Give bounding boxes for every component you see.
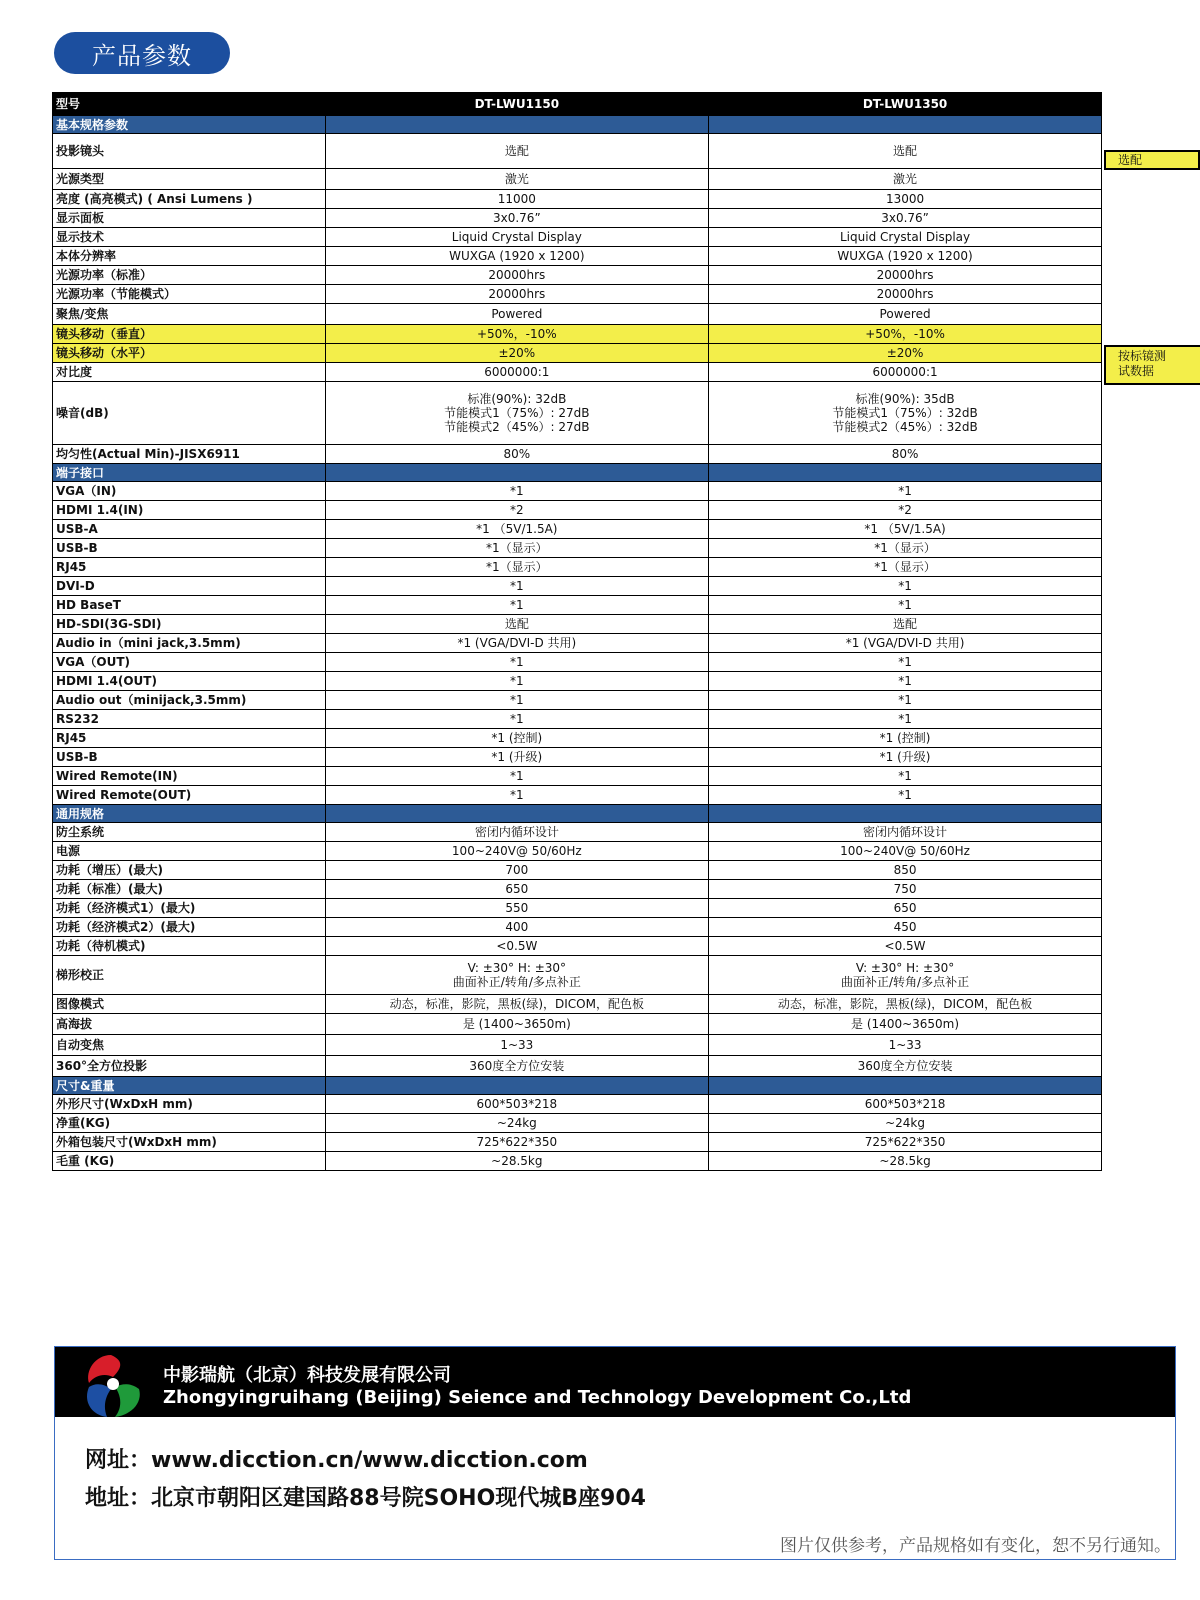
value-dt-lwu1150: 20000hrs	[325, 266, 709, 285]
value-dt-lwu1350: ±20%	[709, 344, 1102, 363]
table-row	[53, 710, 1102, 729]
table-row	[53, 653, 1102, 672]
table-row	[53, 899, 1102, 918]
company-name-en: Zhongyingruihang (Beijing) Seience and Technology Development Co.,Ltd	[163, 1387, 912, 1408]
value-dt-lwu1150: *1（显示）	[325, 558, 709, 577]
section-header	[53, 1077, 1102, 1095]
value-dt-lwu1150: 700	[325, 861, 709, 880]
value-dt-lwu1150: 选配	[325, 134, 709, 169]
value-dt-lwu1150: 100~240V@ 50/60Hz	[325, 842, 709, 861]
table-row	[53, 1035, 1102, 1056]
value-dt-lwu1350: 是 (1400~3650m)	[709, 1014, 1102, 1035]
table-row	[53, 344, 1102, 363]
section-title: 端子接口	[53, 464, 326, 482]
section-fill	[709, 805, 1102, 823]
value-dt-lwu1150: 是 (1400~3650m)	[325, 1014, 709, 1035]
table-row	[53, 937, 1102, 956]
row-label: RS232	[53, 710, 326, 729]
section-header	[53, 805, 1102, 823]
value-dt-lwu1350: 密闭内循环设计	[709, 823, 1102, 842]
value-dt-lwu1150: +50%，-10%	[325, 325, 709, 344]
value-dt-lwu1350: <0.5W	[709, 937, 1102, 956]
value-dt-lwu1350: *1 (控制)	[709, 729, 1102, 748]
value-dt-lwu1150: 650	[325, 880, 709, 899]
table-row	[53, 596, 1102, 615]
value-dt-lwu1350: Powered	[709, 304, 1102, 325]
value-dt-lwu1350: 6000000:1	[709, 363, 1102, 382]
table-row	[53, 672, 1102, 691]
table-row	[53, 634, 1102, 653]
value-dt-lwu1350: *2	[709, 501, 1102, 520]
table-row	[53, 363, 1102, 382]
table-row	[53, 247, 1102, 266]
value-dt-lwu1350: *1	[709, 653, 1102, 672]
row-label: 外箱包装尺寸(WxDxH mm)	[53, 1133, 326, 1152]
value-dt-lwu1150: *1 (VGA/DVI-D 共用)	[325, 634, 709, 653]
row-label: 本体分辨率	[53, 247, 326, 266]
value-dt-lwu1350: 725*622*350	[709, 1133, 1102, 1152]
table-row	[53, 691, 1102, 710]
spec-table	[52, 92, 1102, 1171]
value-dt-lwu1150: 1~33	[325, 1035, 709, 1056]
value-dt-lwu1350: 动态，标准，影院，黑板(绿)，DICOM，配色板	[709, 995, 1102, 1014]
value-dt-lwu1150: *1	[325, 596, 709, 615]
value-dt-lwu1350: *1	[709, 482, 1102, 501]
table-row	[53, 520, 1102, 539]
table-row	[53, 861, 1102, 880]
value-dt-lwu1150: *1	[325, 672, 709, 691]
value-dt-lwu1350: *1	[709, 767, 1102, 786]
section-header	[53, 116, 1102, 134]
value-dt-lwu1350: +50%，-10%	[709, 325, 1102, 344]
value-line: 标准(90%): 32dB	[467, 392, 567, 406]
table-row	[53, 445, 1102, 464]
row-label: Wired Remote(IN)	[53, 767, 326, 786]
value-dt-lwu1350: *1 （5V/1.5A)	[709, 520, 1102, 539]
note-line: 试数据	[1118, 364, 1155, 378]
value-dt-lwu1350: 850	[709, 861, 1102, 880]
address: 地址：北京市朝阳区建国路88号院SOHO现代城B座904	[85, 1486, 646, 1511]
value-dt-lwu1350: 激光	[709, 169, 1102, 190]
value-dt-lwu1350: *1 (升级)	[709, 748, 1102, 767]
value-dt-lwu1150: ~24kg	[325, 1114, 709, 1133]
row-label: 聚焦/变焦	[53, 304, 326, 325]
row-label: Audio out（minijack,3.5mm)	[53, 691, 326, 710]
row-label: RJ45	[53, 558, 326, 577]
row-label: HDMI 1.4(OUT)	[53, 672, 326, 691]
table-row	[53, 266, 1102, 285]
value-dt-lwu1150: WUXGA (1920 x 1200)	[325, 247, 709, 266]
section-title: 通用规格	[53, 805, 326, 823]
value-dt-lwu1350: Liquid Crystal Display	[709, 228, 1102, 247]
row-label: RJ45	[53, 729, 326, 748]
value-line: V: ±30° H: ±30°	[467, 961, 567, 975]
value-dt-lwu1350: DT-LWU1350	[709, 93, 1102, 116]
value-dt-lwu1150: *2	[325, 501, 709, 520]
table-row	[53, 1014, 1102, 1035]
row-label: HD BaseT	[53, 596, 326, 615]
table-row	[53, 577, 1102, 596]
website: 网址：www.dicction.cn/www.dicction.com	[85, 1448, 588, 1473]
row-label: Wired Remote(OUT)	[53, 786, 326, 805]
table-row	[53, 615, 1102, 634]
value-dt-lwu1150: 550	[325, 899, 709, 918]
row-label: 镜头移动（水平）	[53, 344, 326, 363]
value-line: 标准(90%): 35dB	[855, 392, 955, 406]
row-label: 光源功率（节能模式）	[53, 285, 326, 304]
table-row	[53, 956, 1102, 995]
value-dt-lwu1150: 80%	[325, 445, 709, 464]
value-dt-lwu1350: *1	[709, 710, 1102, 729]
row-label: 均匀性(Actual Min)-JISX6911	[53, 445, 326, 464]
value-line: 节能模式1（75%）: 32dB	[832, 406, 978, 420]
row-label: Audio in（mini jack,3.5mm)	[53, 634, 326, 653]
row-label: 功耗（增压）(最大)	[53, 861, 326, 880]
table-row	[53, 190, 1102, 209]
row-label: USB-A	[53, 520, 326, 539]
row-label: 投影镜头	[53, 134, 326, 169]
table-row	[53, 823, 1102, 842]
table-row	[53, 93, 1102, 116]
value-dt-lwu1150: 400	[325, 918, 709, 937]
value-dt-lwu1150: <0.5W	[325, 937, 709, 956]
row-label: 光源功率（标准）	[53, 266, 326, 285]
table-row	[53, 501, 1102, 520]
note-line: 按标镜测	[1118, 349, 1167, 363]
table-row	[53, 558, 1102, 577]
value-dt-lwu1150: 725*622*350	[325, 1133, 709, 1152]
value-dt-lwu1150: 3x0.76”	[325, 209, 709, 228]
value-dt-lwu1350: ~24kg	[709, 1114, 1102, 1133]
value-dt-lwu1350: 600*503*218	[709, 1095, 1102, 1114]
table-row	[53, 1056, 1102, 1077]
company-footer	[54, 1346, 1176, 1560]
row-label: 亮度 (高亮模式) ( Ansi Lumens )	[53, 190, 326, 209]
table-row	[53, 169, 1102, 190]
value-line: V: ±30° H: ±30°	[855, 961, 955, 975]
row-label: HDMI 1.4(IN)	[53, 501, 326, 520]
value-dt-lwu1150: ±20%	[325, 344, 709, 363]
value-dt-lwu1350: 100~240V@ 50/60Hz	[709, 842, 1102, 861]
row-label: 对比度	[53, 363, 326, 382]
row-label: 噪音(dB)	[53, 382, 326, 445]
section-fill	[709, 464, 1102, 482]
row-label: 镜头移动（垂直）	[53, 325, 326, 344]
value-dt-lwu1350: *1（显示）	[709, 558, 1102, 577]
section-header	[53, 464, 1102, 482]
section-fill	[325, 464, 709, 482]
value-dt-lwu1350: 20000hrs	[709, 266, 1102, 285]
disclaimer: 图片仅供参考，产品规格如有变化，恕不另行通知。	[780, 1536, 1171, 1556]
value-dt-lwu1350: *1 (VGA/DVI-D 共用)	[709, 634, 1102, 653]
table-row	[53, 1152, 1102, 1171]
value-dt-lwu1350: 650	[709, 899, 1102, 918]
row-label: 功耗（标准）(最大)	[53, 880, 326, 899]
row-label: 防尘系统	[53, 823, 326, 842]
value-dt-lwu1350: 选配	[709, 134, 1102, 169]
row-label: 功耗（经济模式2）(最大)	[53, 918, 326, 937]
value-dt-lwu1350: 选配	[709, 615, 1102, 634]
value-dt-lwu1150: 选配	[325, 615, 709, 634]
value-dt-lwu1150: 6000000:1	[325, 363, 709, 382]
value-dt-lwu1350: 360度全方位安装	[709, 1056, 1102, 1077]
value-dt-lwu1350: *1	[709, 596, 1102, 615]
row-label: 功耗（待机模式)	[53, 937, 326, 956]
value-dt-lwu1150: *1	[325, 710, 709, 729]
note-standard-lens	[1104, 345, 1200, 385]
value-dt-lwu1350	[709, 382, 1102, 445]
value-dt-lwu1150: Powered	[325, 304, 709, 325]
table-row	[53, 482, 1102, 501]
value-dt-lwu1150	[325, 382, 709, 445]
table-row	[53, 729, 1102, 748]
section-title: 尺寸&重量	[53, 1077, 326, 1095]
value-dt-lwu1350: 750	[709, 880, 1102, 899]
section-title: 基本规格参数	[53, 116, 326, 134]
table-row	[53, 134, 1102, 169]
value-dt-lwu1150: *1 (控制)	[325, 729, 709, 748]
company-name-cn: 中影瑞航（北京）科技发展有限公司	[163, 1365, 451, 1386]
value-dt-lwu1150: *1	[325, 577, 709, 596]
table-row	[53, 786, 1102, 805]
value-dt-lwu1150: *1 (升级)	[325, 748, 709, 767]
table-row	[53, 995, 1102, 1014]
page-title: 产品参数	[54, 32, 230, 74]
value-line: 节能模式2（45%）: 32dB	[832, 420, 978, 434]
value-dt-lwu1150: *1 （5V/1.5A)	[325, 520, 709, 539]
row-label: VGA（IN)	[53, 482, 326, 501]
section-fill	[325, 116, 709, 134]
table-row	[53, 382, 1102, 445]
value-dt-lwu1150: *1	[325, 786, 709, 805]
value-dt-lwu1350: 13000	[709, 190, 1102, 209]
value-dt-lwu1150: Liquid Crystal Display	[325, 228, 709, 247]
value-dt-lwu1150: *1	[325, 482, 709, 501]
row-label: 毛重 (KG)	[53, 1152, 326, 1171]
row-label: 电源	[53, 842, 326, 861]
row-label: 图像模式	[53, 995, 326, 1014]
row-label: HD-SDI(3G-SDI)	[53, 615, 326, 634]
company-logo-icon	[77, 1353, 145, 1419]
note-optional: 选配	[1104, 150, 1200, 170]
table-row	[53, 304, 1102, 325]
value-dt-lwu1150: ~28.5kg	[325, 1152, 709, 1171]
row-label: DVI-D	[53, 577, 326, 596]
section-fill	[709, 116, 1102, 134]
value-dt-lwu1350: 1~33	[709, 1035, 1102, 1056]
value-dt-lwu1150: 动态，标准，影院，黑板(绿)，DICOM，配色板	[325, 995, 709, 1014]
row-label: 360°全方位投影	[53, 1056, 326, 1077]
table-row	[53, 228, 1102, 247]
value-dt-lwu1350: *1	[709, 672, 1102, 691]
value-dt-lwu1150: *1	[325, 691, 709, 710]
value-dt-lwu1350: *1（显示）	[709, 539, 1102, 558]
table-row	[53, 1133, 1102, 1152]
value-dt-lwu1150: 600*503*218	[325, 1095, 709, 1114]
table-row	[53, 767, 1102, 786]
table-row	[53, 285, 1102, 304]
value-dt-lwu1350: WUXGA (1920 x 1200)	[709, 247, 1102, 266]
value-line: 曲面补正/转角/多点补正	[452, 975, 581, 989]
row-label: VGA（OUT)	[53, 653, 326, 672]
row-label: 光源类型	[53, 169, 326, 190]
row-label: 功耗（经济模式1）(最大)	[53, 899, 326, 918]
row-label: 显示技术	[53, 228, 326, 247]
footer-banner	[55, 1347, 1175, 1417]
row-label: 显示面板	[53, 209, 326, 228]
table-row	[53, 842, 1102, 861]
value-dt-lwu1350: *1	[709, 577, 1102, 596]
value-line: 节能模式1（75%）: 27dB	[444, 406, 590, 420]
section-fill	[325, 1077, 709, 1095]
value-dt-lwu1350: 3x0.76”	[709, 209, 1102, 228]
table-row	[53, 748, 1102, 767]
value-dt-lwu1150: DT-LWU1150	[325, 93, 709, 116]
value-dt-lwu1150	[325, 956, 709, 995]
table-row	[53, 1114, 1102, 1133]
row-label: 高海拔	[53, 1014, 326, 1035]
value-dt-lwu1150: *1（显示）	[325, 539, 709, 558]
row-label: 自动变焦	[53, 1035, 326, 1056]
value-dt-lwu1150: *1	[325, 767, 709, 786]
table-row	[53, 1095, 1102, 1114]
value-dt-lwu1350: 80%	[709, 445, 1102, 464]
value-dt-lwu1150: 20000hrs	[325, 285, 709, 304]
table-row	[53, 539, 1102, 558]
value-dt-lwu1150: 激光	[325, 169, 709, 190]
row-label: 外形尺寸(WxDxH mm)	[53, 1095, 326, 1114]
section-fill	[325, 805, 709, 823]
row-label: USB-B	[53, 748, 326, 767]
value-dt-lwu1150: 11000	[325, 190, 709, 209]
value-line: 节能模式2（45%）: 27dB	[444, 420, 590, 434]
value-dt-lwu1150: *1	[325, 653, 709, 672]
table-row	[53, 325, 1102, 344]
value-dt-lwu1350: *1	[709, 786, 1102, 805]
row-label: 净重(KG)	[53, 1114, 326, 1133]
value-dt-lwu1150: 360度全方位安装	[325, 1056, 709, 1077]
value-dt-lwu1350	[709, 956, 1102, 995]
table-row	[53, 918, 1102, 937]
value-dt-lwu1350: ~28.5kg	[709, 1152, 1102, 1171]
value-dt-lwu1350: *1	[709, 691, 1102, 710]
value-dt-lwu1350: 450	[709, 918, 1102, 937]
row-label: 梯形校正	[53, 956, 326, 995]
value-dt-lwu1350: 20000hrs	[709, 285, 1102, 304]
row-label: USB-B	[53, 539, 326, 558]
table-row	[53, 209, 1102, 228]
value-dt-lwu1150: 密闭内循环设计	[325, 823, 709, 842]
table-row	[53, 880, 1102, 899]
row-label: 型号	[53, 93, 326, 116]
value-line: 曲面补正/转角/多点补正	[841, 975, 970, 989]
section-fill	[709, 1077, 1102, 1095]
